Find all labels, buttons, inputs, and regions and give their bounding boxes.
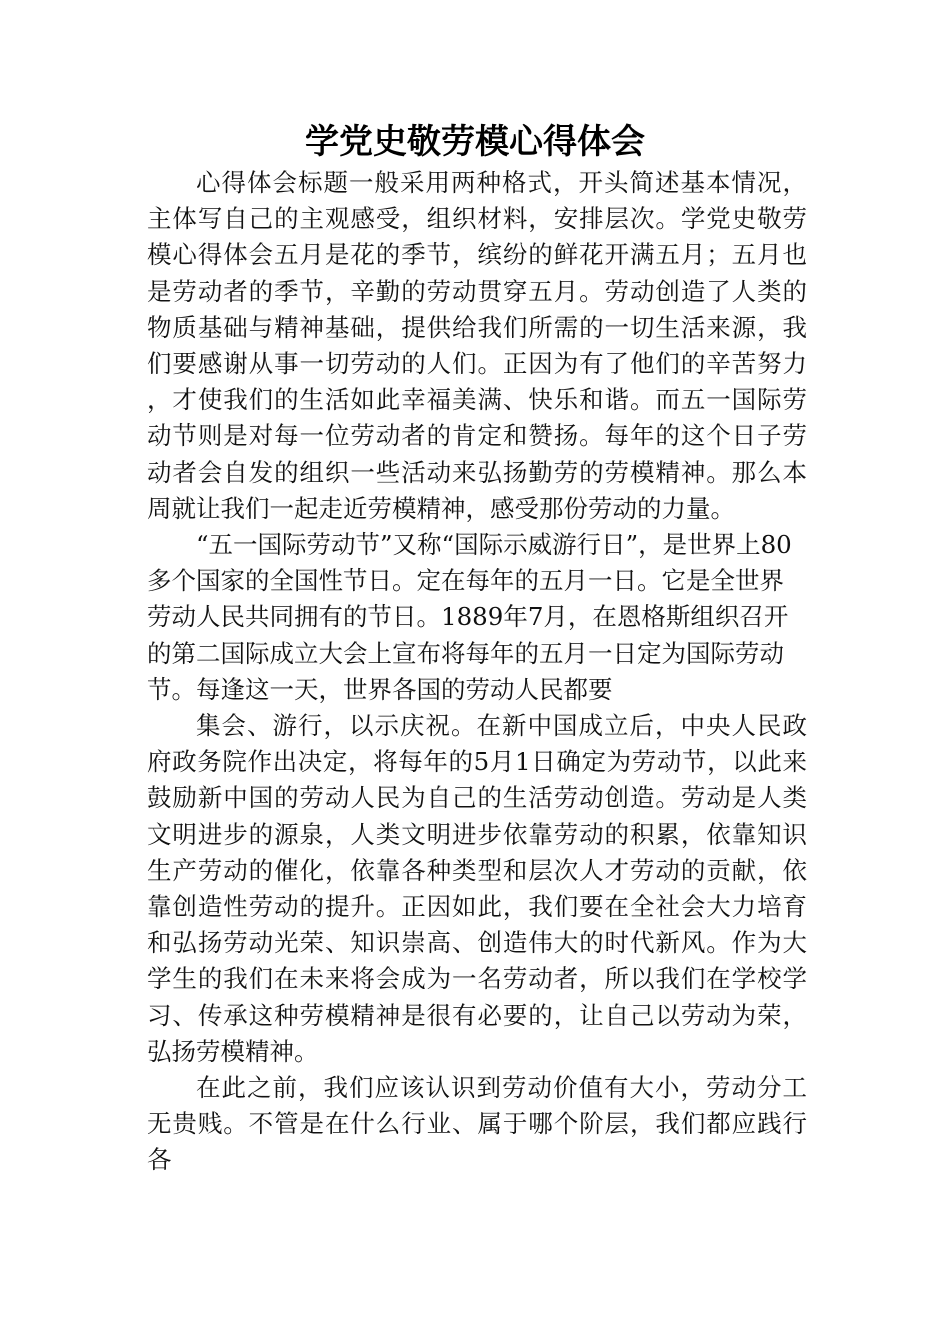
paragraph: 在此之前，我们应该认识到劳动价值有大小，劳动分工无贵贱。不管是在什么行业、属于哪个阶层，我们都应践行各 xyxy=(147,1073,807,1175)
document-body xyxy=(147,165,807,1179)
document-title: 学党史敬劳模心得体会 xyxy=(305,122,645,162)
paragraph: 心得体会标题一般采用两种格式，开头简述基本情况，主体写自己的主观感受，组织材料，安排层次。学党史敬劳模心得体会五月是花的季节，缤纷的鲜花开满五月；五月也是劳动者的季节，辛勤的劳动贯穿五月。劳动创造了人类的物质基础与精神基础，提供给我们所需的一切生活来源，我们要感谢从事一切劳动的人们。正因为有了他们的辛苦努力，才使我们的生活如此幸福美满、快乐和谐。而五一国际劳动节则是对每一位劳动者的肯定和赞扬。每年的这个日子劳动者会自发的组织一些活动来弘扬勤劳的劳模精神。那么本周就让我们一起走近劳模精神，感受那份劳动的力量。 xyxy=(147,168,807,523)
paragraph: 集会、游行，以示庆祝。在新中国成立后，中央人民政府政务院作出决定，将每年的5月1日确定为劳动节，以此来鼓励新中国的劳动人民为自己的生活劳动创造。劳动是人类文明进步的源泉，人类文明进步依靠劳动的积累，依靠知识生产劳动的催化，依靠各种类型和层次人才劳动的贡献，依靠创造性劳动的提升。正因如此，我们要在全社会大力培育和弘扬劳动光荣、知识崇高、创造伟大的时代新风。作为大学生的我们在未来将会成为一名劳动者，所以我们在学校学习、传承这种劳模精神是很有必要的，让自己以劳动为荣，弘扬劳模精神。 xyxy=(147,711,807,1066)
paragraph: “五一国际劳动节”又称“国际示威游行日”，是世界上80多个国家的全国性节日。定在每年的五月一日。它是全世界劳动人民共同拥有的节日。1889年7月，在恩格斯组织召开的第二国际成立大会上宣布将每年的五月一日定为国际劳动节。每逢这一天，世界各国的劳动人民都要 xyxy=(147,530,792,704)
